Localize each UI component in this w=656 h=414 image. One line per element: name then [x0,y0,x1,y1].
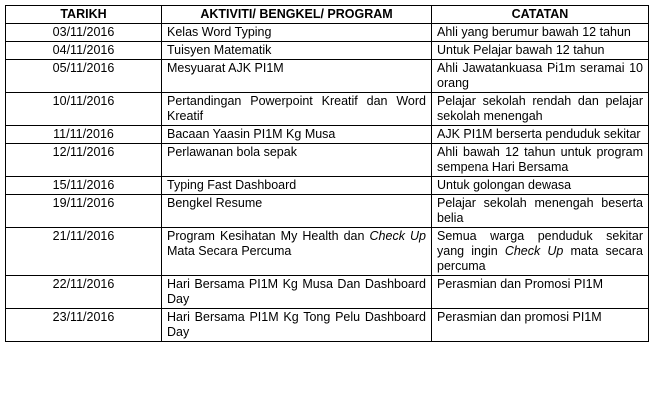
table-row [6,60,649,93]
notes-cell: AJK PI1M berserta penduduk sekitar [432,126,649,144]
date-cell: 23/11/2016 [6,309,162,342]
activity-cell: Bengkel Resume [162,195,432,228]
activity-cell: Typing Fast Dashboard [162,177,432,195]
date-cell: 10/11/2016 [6,93,162,126]
date-cell: 04/11/2016 [6,42,162,60]
activity-cell: Bacaan Yaasin PI1M Kg Musa [162,126,432,144]
notes-cell: Perasmian dan promosi PI1M [432,309,649,342]
notes-cell: Ahli yang berumur bawah 12 tahun [432,24,649,42]
date-cell: 19/11/2016 [6,195,162,228]
date-cell: 15/11/2016 [6,177,162,195]
table-row [6,42,649,60]
activity-cell: Perlawanan bola sepak [162,144,432,177]
header-activity: AKTIVITI/ BENGKEL/ PROGRAM [162,6,432,24]
activity-cell: Program Kesihatan My Health dan Check Up Mata Secara Percuma [162,228,432,276]
date-cell: 22/11/2016 [6,276,162,309]
notes-cell: Pelajar sekolah menengah beserta belia [432,195,649,228]
date-cell: 05/11/2016 [6,60,162,93]
italic-phrase: Check Up [504,244,564,258]
table-row [6,228,649,276]
activity-cell: Hari Bersama PI1M Kg Musa Dan Dashboard Day [162,276,432,309]
notes-cell: Pelajar sekolah rendah dan pelajar sekolah menengah [432,93,649,126]
table-row [6,126,649,144]
date-cell: 03/11/2016 [6,24,162,42]
activity-cell: Hari Bersama PI1M Kg Tong Pelu Dashboard Day [162,309,432,342]
table-row [6,144,649,177]
table-row [6,24,649,42]
notes-cell: Semua warga penduduk sekitar yang ingin Check Up mata secara percuma [432,228,649,276]
activity-schedule-table [5,5,649,342]
activity-cell: Pertandingan Powerpoint Kreatif dan Word Kreatif [162,93,432,126]
activity-cell: Mesyuarat AJK PI1M [162,60,432,93]
italic-phrase: Check Up [369,229,426,243]
date-cell: 12/11/2016 [6,144,162,177]
table-row [6,93,649,126]
activity-cell: Kelas Word Typing [162,24,432,42]
header-date: TARIKH [6,6,162,24]
notes-cell: Untuk Pelajar bawah 12 tahun [432,42,649,60]
date-cell: 11/11/2016 [6,126,162,144]
notes-cell: Ahli Jawatankuasa Pi1m seramai 10 orang [432,60,649,93]
table-row [6,177,649,195]
table-row [6,195,649,228]
notes-cell: Untuk golongan dewasa [432,177,649,195]
table-row [6,276,649,309]
notes-cell: Ahli bawah 12 tahun untuk program sempena Hari Bersama [432,144,649,177]
header-notes: CATATAN [432,6,649,24]
table-row [6,309,649,342]
activity-cell: Tuisyen Matematik [162,42,432,60]
date-cell: 21/11/2016 [6,228,162,276]
notes-cell: Perasmian dan Promosi PI1M [432,276,649,309]
table-header-row [6,6,649,24]
